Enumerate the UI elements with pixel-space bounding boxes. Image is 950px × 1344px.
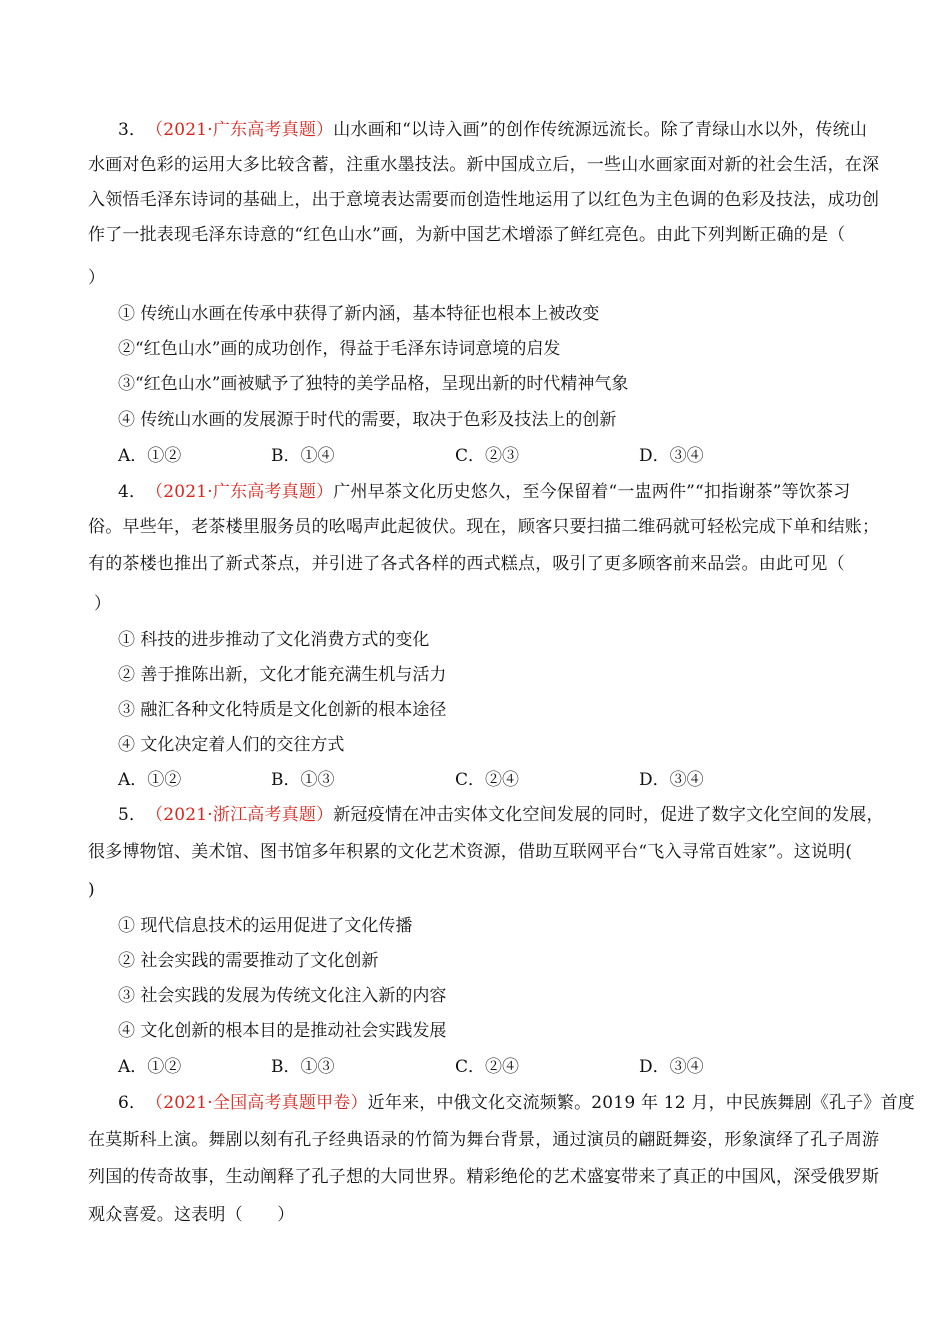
option-d: D．③④ (639, 1057, 704, 1077)
question-number: 6． (118, 1093, 147, 1113)
question-3-stem-line-4: 作了一批表现毛泽东诗意的“红色山水”画，为新中国艺术增添了鲜红亮色。由此下列判断正确的是（ (88, 225, 846, 245)
option-b: B．①③ (271, 1057, 335, 1077)
option-c: C．②④ (455, 770, 520, 790)
option-b: B．①④ (271, 446, 335, 466)
question-5-stem-line-2: 很多博物馆、美术馆、图书馆多年积累的文化艺术资源，借助互联网平台“飞入寻常百姓家”。这说明( (88, 842, 853, 862)
question-3-stem-line-2: 水画对色彩的运用大多比较含蓄，注重水墨技法。新中国成立后，一些山水画家面对新的社会生活，在深 (88, 155, 880, 175)
question-5-stem-line-3: ) (88, 880, 95, 900)
statement-2: ② 善于推陈出新，文化才能充满生机与活力 (118, 665, 447, 685)
option-d: D．③④ (639, 770, 704, 790)
question-3-stem-line-1: 3．（2021·广东高考真题）山水画和“以诗入画”的创作传统源远流长。除了青绿山水以外，传统山 (118, 120, 868, 140)
statement-1: ① 科技的进步推动了文化消费方式的变化 (118, 630, 430, 650)
question-source: （2021·浙江高考真题） (146, 805, 334, 825)
question-6-stem-line-3: 列国的传奇故事，生动阐释了孔子想的大同世界。精彩绝伦的艺术盛宴带来了真正的中国风，深受俄罗斯 (88, 1167, 880, 1187)
question-6-stem-line-4: 观众喜爱。这表明（ ） (88, 1205, 295, 1225)
question-number: 4． (118, 482, 147, 502)
option-c: C．②④ (455, 1057, 520, 1077)
question-source: （2021·广东高考真题） (146, 120, 334, 140)
question-5-stem-line-1: 5．（2021·浙江高考真题）新冠疫情在冲击实体文化空间发展的同时，促进了数字文化空间的发展， (118, 805, 884, 825)
question-number: 3． (118, 120, 147, 140)
statement-1: ① 传统山水画在传承中获得了新内涵，基本特征也根本上被改变 (118, 304, 600, 324)
statement-4: ④ 文化创新的根本目的是推动社会实践发展 (118, 1021, 447, 1041)
question-3-stem-line-3: 入领悟毛泽东诗词的基础上，出于意境表达需要而创造性地运用了以红色为主色调的色彩及技法，成功创 (88, 190, 880, 210)
statement-1: ① 现代信息技术的运用促进了文化传播 (118, 916, 413, 936)
option-a: A．①② (118, 770, 182, 790)
question-3-stem-line-5: ） (88, 268, 105, 288)
statement-2: ②“红色山水”画的成功创作，得益于毛泽东诗词意境的启发 (118, 339, 561, 359)
statement-3: ③ 融汇各种文化特质是文化创新的根本途径 (118, 700, 447, 720)
question-number: 5． (118, 805, 147, 825)
question-6-stem-line-2: 在莫斯科上演。舞剧以刻有孔子经典语录的竹简为舞台背景，通过演员的翩跹舞姿，形象演绎了孔子周游 (88, 1130, 880, 1150)
option-a: A．①② (118, 446, 182, 466)
option-d: D．③④ (639, 446, 704, 466)
option-a: A．①② (118, 1057, 182, 1077)
statement-2: ② 社会实践的需要推动了文化创新 (118, 951, 379, 971)
question-4-stem-line-1: 4．（2021·广东高考真题）广州早茶文化历史悠久，至今保留着“一盅两件”“扣指谢茶”等饮茶习 (118, 482, 851, 502)
question-4-stem-line-2: 俗。早些年，老茶楼里服务员的吆喝声此起彼伏。现在，顾客只要扫描二维码就可轻松完成下单和结账； (88, 517, 880, 537)
option-b: B．①③ (271, 770, 335, 790)
option-c: C．②③ (455, 446, 520, 466)
statement-4: ④ 传统山水画的发展源于时代的需要，取决于色彩及技法上的创新 (118, 410, 617, 430)
question-source: （2021·广东高考真题） (146, 482, 334, 502)
statement-4: ④ 文化决定着人们的交往方式 (118, 735, 345, 755)
question-source: （2021·全国高考真题甲卷） (146, 1093, 368, 1113)
statement-3: ③ 社会实践的发展为传统文化注入新的内容 (118, 986, 447, 1006)
question-4-stem-line-4: ） (94, 594, 111, 614)
question-6-stem-line-1: 6．（2021·全国高考真题甲卷）近年来，中俄文化交流频繁。2019 年 12 月，中民族舞剧《孔子》首度 (118, 1093, 915, 1113)
statement-3: ③“红色山水”画被赋予了独特的美学品格，呈现出新的时代精神气象 (118, 374, 629, 394)
question-4-stem-line-3: 有的茶楼也推出了新式茶点，并引进了各式各样的西式糕点，吸引了更多顾客前来品尝。由此可见（ (88, 554, 845, 574)
